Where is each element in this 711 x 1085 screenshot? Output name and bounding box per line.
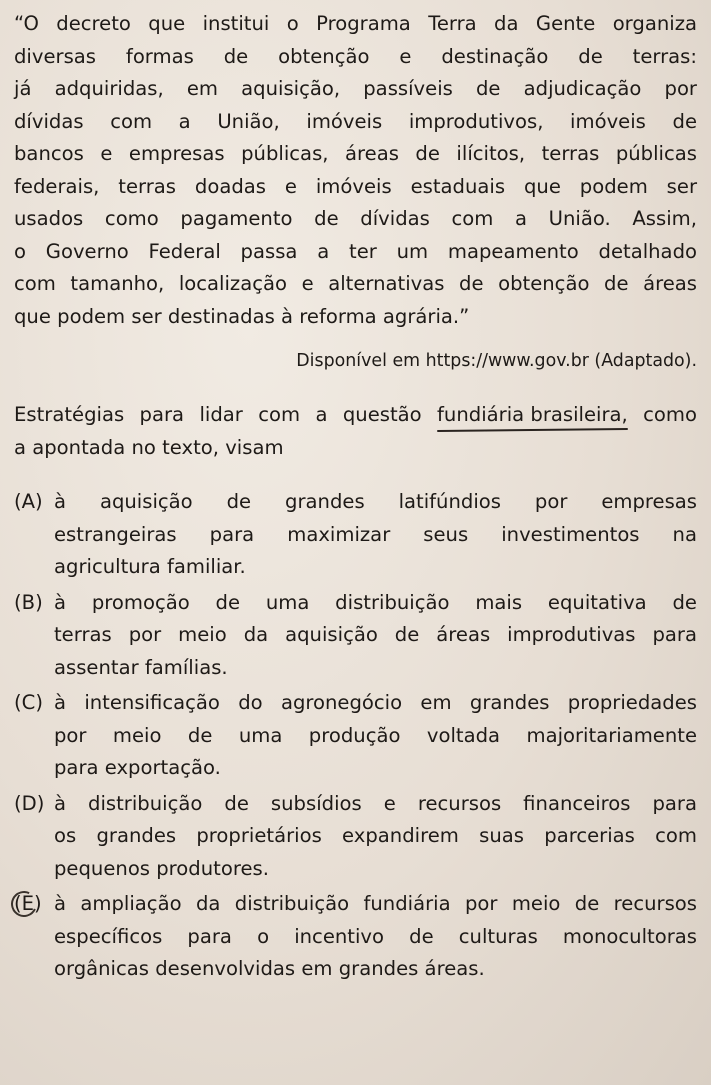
option-letter: (C) [14,691,43,714]
answer-options [14,486,697,986]
option-line: por meio de uma produção voltada majoritariamente [54,723,697,747]
option-line: à ampliação da distribuição fundiária por meio de recursos [54,892,697,915]
option-line: os grandes proprietários expandirem suas parcerias com [54,824,697,847]
option-line: terras por meio da aquisição de áreas improdutivas para [54,623,697,646]
question-line [14,399,697,432]
option-line: à distribuição de subsídios e recursos financeiros para [54,791,697,815]
quote-line: federais, terras doadas e imóveis estaduais que podem ser [14,174,697,198]
option-d[interactable] [14,788,697,886]
quote-line: usados como pagamento de dívidas com a União. Assim, [14,207,697,230]
option-b[interactable] [14,587,697,685]
option-line: para exportação. [54,756,221,779]
option-line: assentar famílias. [54,655,228,679]
option-line: estrangeiras para maximizar seus investimentos na [54,522,697,546]
option-line: à promoção de uma distribuição mais equitativa de [54,590,697,614]
option-line: específicos para o incentivo de culturas monocultoras [54,924,697,948]
option-a[interactable] [14,486,697,584]
quote-line: dívidas com a União, imóveis improdutivos, imóveis de [14,109,697,133]
quote-line: bancos e empresas públicas, áreas de ilícitos, terras públicas [14,142,697,165]
quote-line: com tamanho, localização e alternativas de obtenção de áreas [14,272,697,295]
option-line: orgânicas desenvolvidas em grandes áreas. [54,957,485,980]
option-letter-text: (E) [14,892,42,915]
option-letter: (D) [14,791,45,815]
option-letter: (B) [14,590,43,614]
quote-line: o Governo Federal passa a ter um mapeamento detalhado [14,239,697,263]
option-line: pequenos produtores. [54,856,269,880]
option-line: à aquisição de grandes latifúndios por empresas [54,490,697,513]
quote-line: “O decreto que institui o Programa Terra da Gente organiza [14,12,697,35]
underlined-term: fundiária brasileira [437,399,622,432]
question-text: , como [621,403,697,426]
option-letter [14,888,54,921]
option-line: agricultura familiar. [54,555,246,578]
question-text: Estratégias para lidar com a questão [14,403,438,426]
option-letter: (A) [14,490,43,513]
quote-line: que podem ser destinadas à reforma agrária.” [14,304,470,328]
option-line: à intensificação do agronegócio em grandes propriedades [54,691,697,714]
question-line: a apontada no texto, visam [14,435,284,459]
quote-line: já adquiridas, em aquisição, passíveis de adjudicação por [14,77,697,100]
question-prompt [14,399,697,464]
option-e[interactable] [14,888,697,986]
option-c[interactable] [14,687,697,785]
quote-block [14,8,697,333]
quote-line: diversas formas de obtenção e destinação de terras: [14,44,697,68]
source-citation: Disponível em https://www.gov.br (Adaptado). [296,351,697,371]
